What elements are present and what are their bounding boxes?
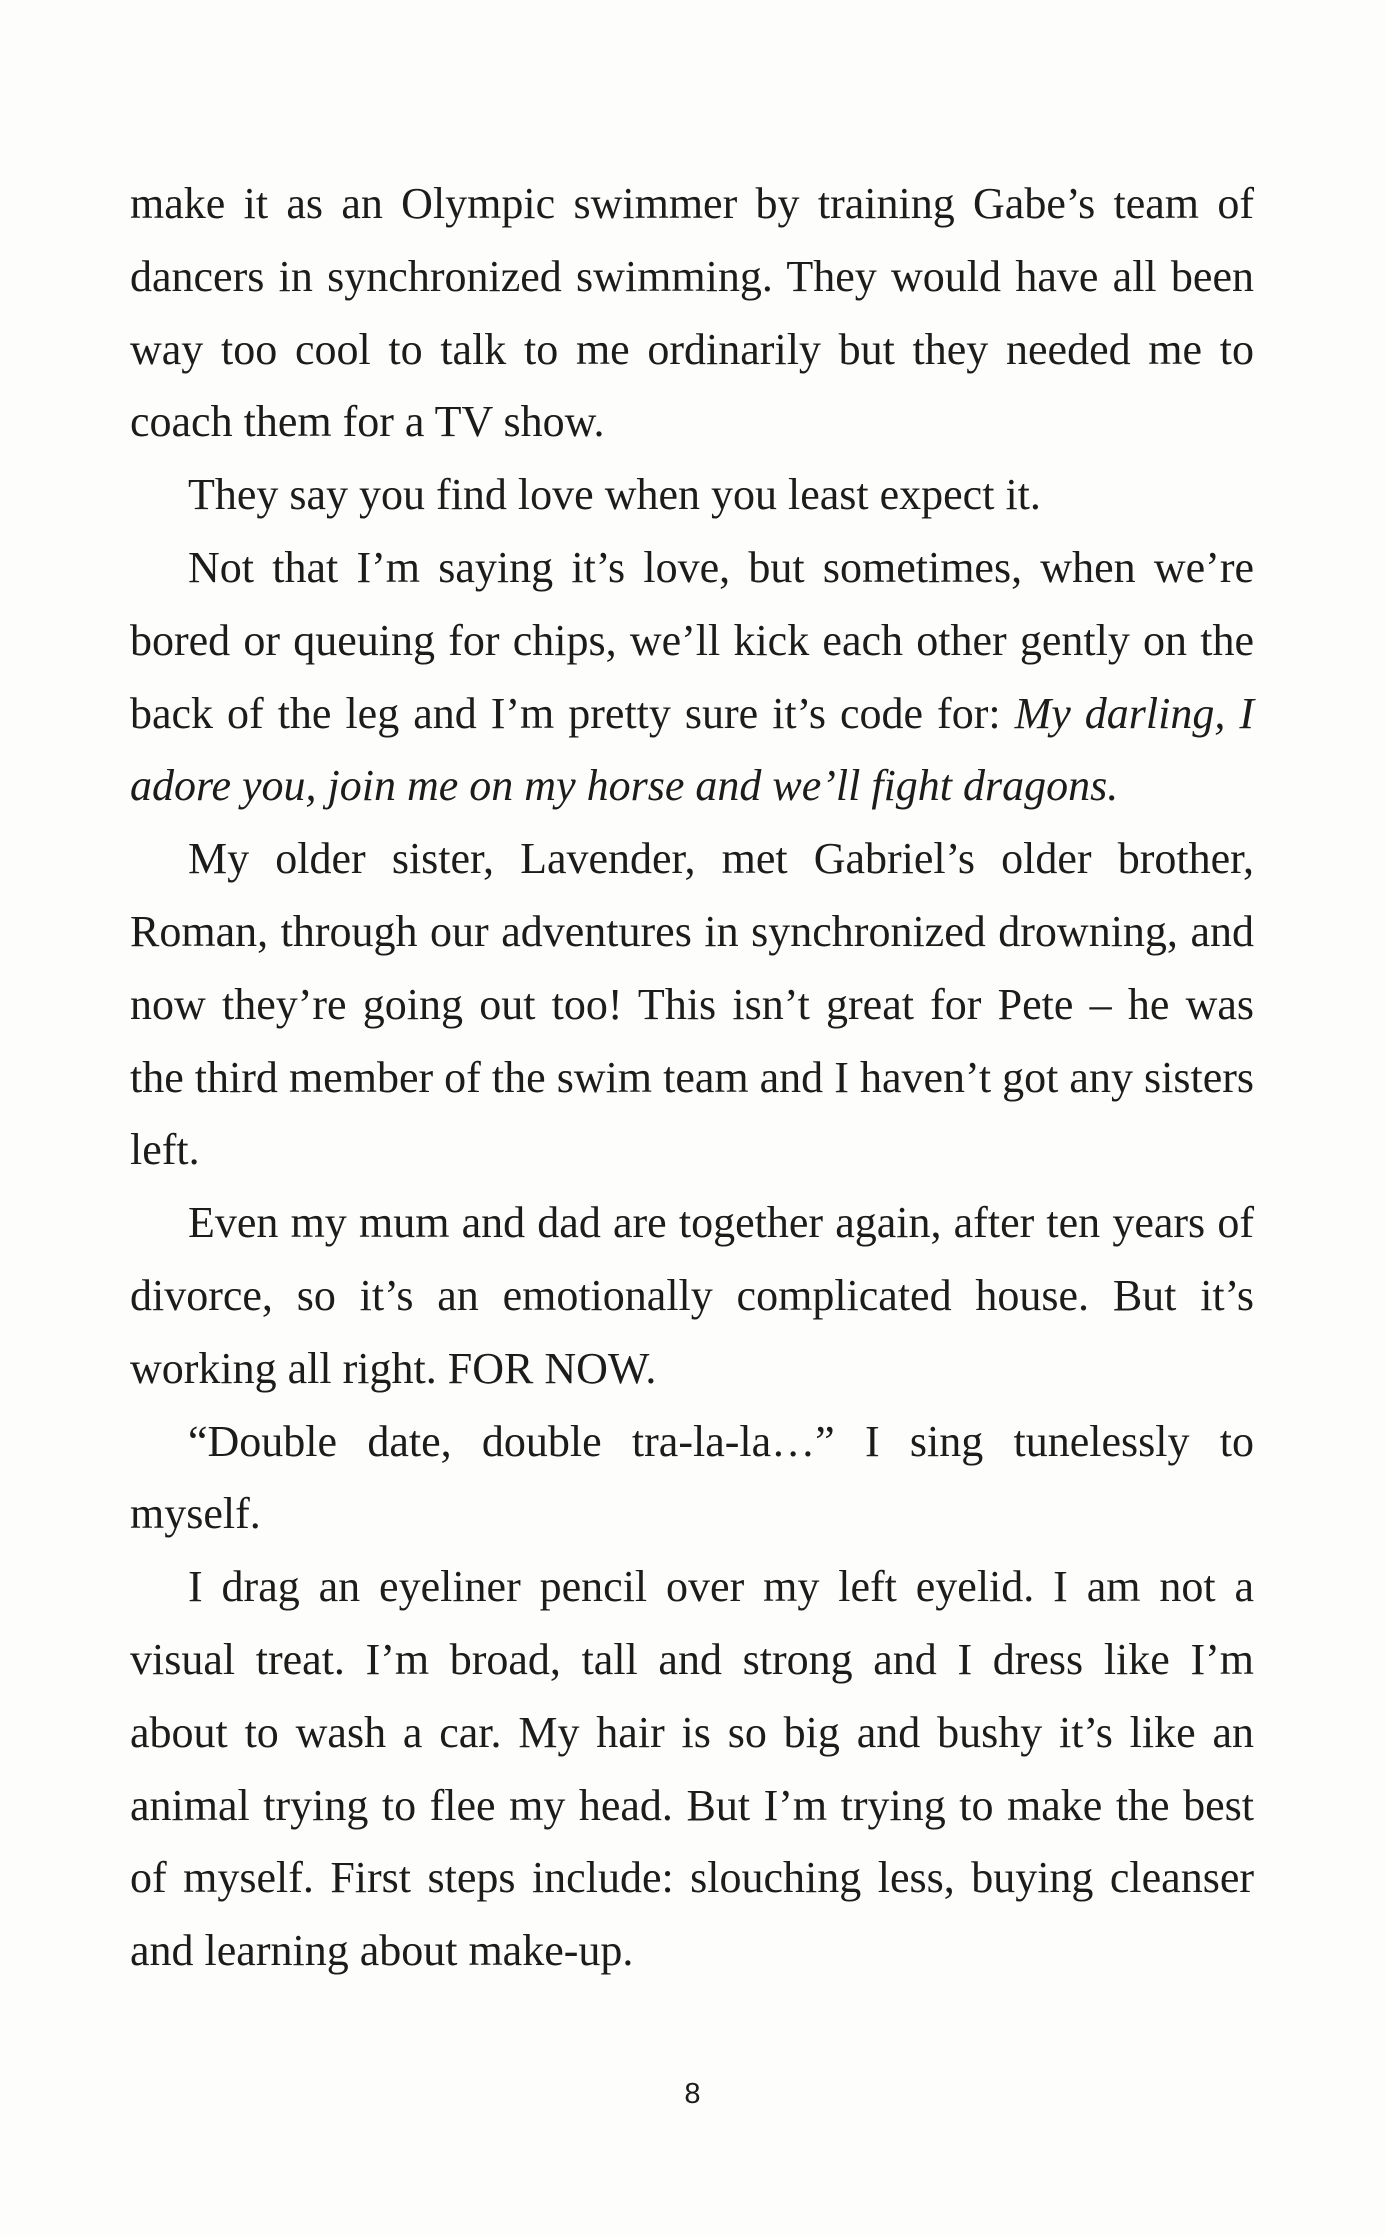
paragraph-text: I drag an eyeliner pencil over my left eyelid. I am not a visual treat. I’m broad, tall and strong and I dress like I’m about to wash a car. My hair is so big and bushy it’s like an animal trying to flee my head. But I’m trying to make the best of myself. First steps include: slouching less, buying cleanser and learning about make-up. xyxy=(130,1562,1254,1976)
paragraph-text: They say you find love when you least expect it. xyxy=(188,470,1041,520)
italic-text: My darling, I adore you, join me on my horse and we’ll fight dragons. xyxy=(130,688,1254,811)
page-number: 8 xyxy=(684,2078,701,2110)
paragraph-text: Not that I’m saying it’s love, but sometimes, when we’re bored or queuing for chips, we’ll kick each other gently on the back of the leg and I’m pretty sure it’s code for: xyxy=(130,542,1254,738)
paragraph-text: make it as an Olympic swimmer by training Gabe’s team of dancers in synchronized swimming. They would have all been way too cool to talk to me ordinarily but they needed me to coach them for a TV show. xyxy=(130,179,1254,447)
paragraph-5 xyxy=(130,1187,1254,1405)
paragraph-1 xyxy=(130,168,1254,459)
paragraph-7 xyxy=(130,1551,1254,1988)
paragraph-text: Even my mum and dad are together again, after ten years of divorce, so it’s an emotionally complicated house. But it’s working all right. FOR NOW. xyxy=(130,1198,1254,1393)
paragraph-text: “Double date, double tra-la-la…” I sing tunelessly to myself. xyxy=(130,1416,1254,1539)
paragraph-4 xyxy=(130,823,1254,1187)
paragraph-text: My older sister, Lavender, met Gabriel’s older brother, Roman, through our adventures in synchronized drowning, and now they’re going out too! This isn’t great for Pete – he was the third member of the swim team and I haven’t got any sisters left. xyxy=(130,834,1254,1175)
paragraph-3 xyxy=(130,532,1254,823)
paragraph-6 xyxy=(130,1406,1254,1552)
paragraph-2 xyxy=(130,459,1254,532)
body-text xyxy=(130,168,1254,1988)
